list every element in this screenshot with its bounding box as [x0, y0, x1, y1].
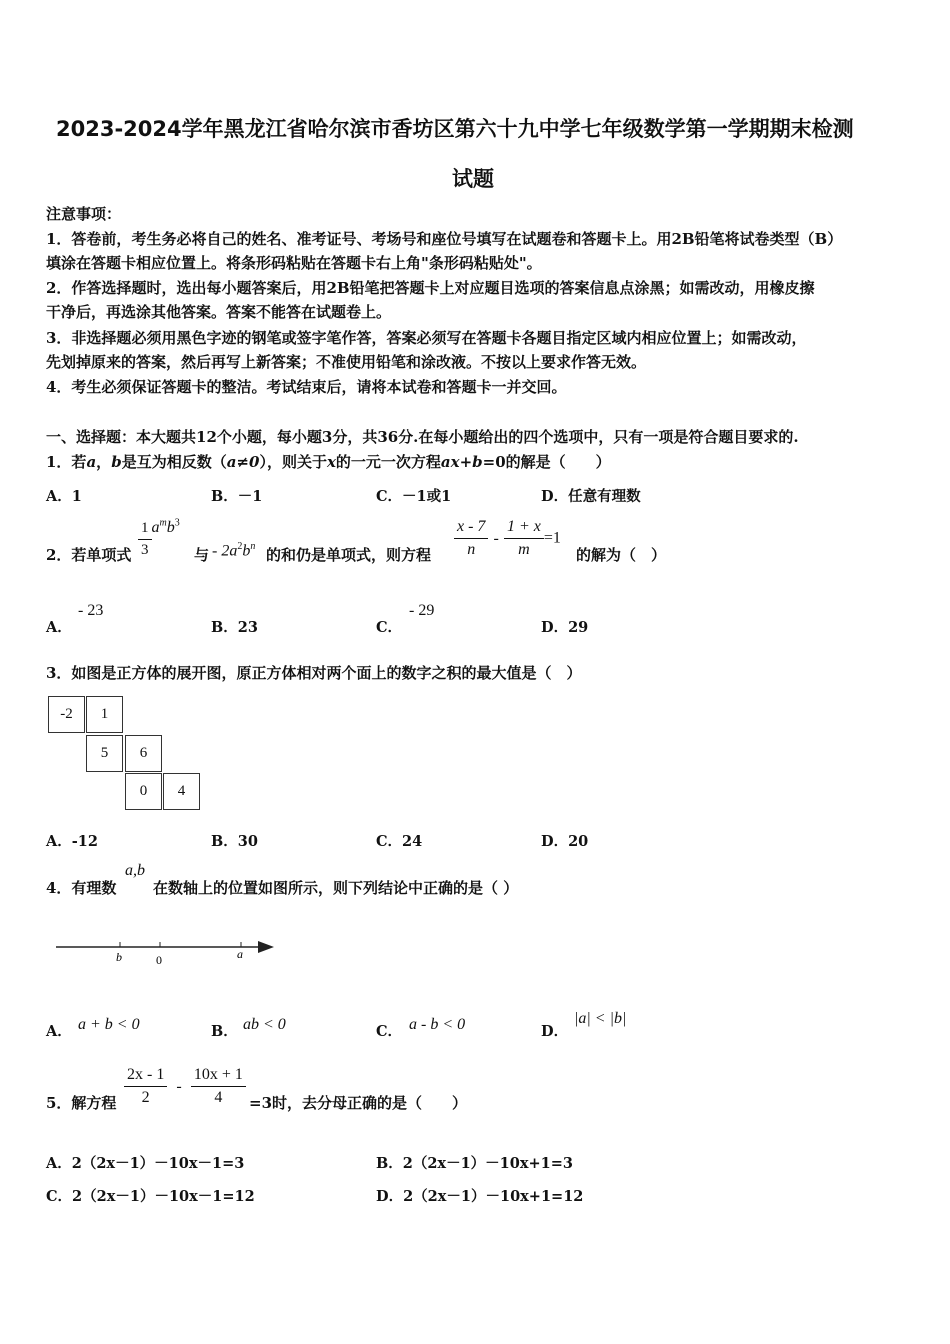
q2-equals-one: =1 [543, 529, 561, 547]
q2-option-a[interactable] [46, 616, 72, 637]
q5-frac2-den: 4 [214, 1089, 223, 1106]
q2-monomial-1 [138, 518, 180, 559]
cube-face: 1 [86, 696, 123, 733]
q5-frac1-den: 2 [141, 1089, 150, 1106]
q2-option-a-label: A． [46, 619, 72, 636]
cube-face: 6 [125, 735, 162, 772]
notice-line: 干净后，再选涂其他答案。答案不能答在试题卷上。 [46, 303, 392, 321]
q1-option-b[interactable]: B．－1 [211, 488, 263, 505]
notice-heading: 注意事项： [46, 205, 122, 223]
q4-option-b-value: ab < 0 [243, 1016, 286, 1033]
q2-option-d[interactable]: D．29 [541, 619, 589, 636]
q1-option-d[interactable]: D．任意有理数 [541, 488, 641, 505]
q5-equation [124, 1066, 246, 1107]
q2-text: 的和仍是单项式，则方程 [266, 546, 432, 564]
q4-option-b[interactable] [211, 1020, 238, 1041]
q2-frac2-den: m [518, 541, 530, 558]
q1-option-c[interactable]: C．－1或1 [376, 488, 452, 505]
q2-mono1-den: 3 [141, 542, 149, 559]
q4-vars: a,b [125, 862, 145, 879]
q1-var-a: a [86, 453, 97, 471]
q4-option-c[interactable] [376, 1020, 402, 1041]
q5-text: 5．解方程 [46, 1094, 117, 1112]
q4-option-a-label: A． [46, 1023, 72, 1040]
q2-option-c[interactable] [376, 616, 402, 637]
q4-option-d-value: |a| < |b| [574, 1010, 627, 1027]
q2-mono1-var2: b [166, 519, 175, 537]
notice-line: 填涂在答题卡相应位置上。将条形码粘贴在答题卡右上角"条形码粘贴处"。 [46, 254, 542, 272]
q2-mono1-exp: m [159, 518, 167, 529]
q5-option-d[interactable]: D．2（2x－1）－10x+1=12 [376, 1188, 584, 1205]
q1-text: ），则关于 [259, 453, 327, 471]
q4-text: 4．有理数 [46, 879, 117, 897]
q5-text: =3时，去分母正确的是（ ） [249, 1094, 468, 1112]
q2-mono1-num: 1 [138, 520, 152, 540]
q4-option-a-value: a + b < 0 [78, 1016, 140, 1033]
q4-option-c-value: a - b < 0 [409, 1016, 466, 1033]
notice-line: 1．答卷前，考生务必将自己的姓名、准考证号、考场号和座位号填写在试题卷和答题卡上。用2B铅笔将试卷类型（B） [46, 230, 843, 248]
q3-option-c[interactable]: C．24 [376, 833, 423, 850]
q2-mono1-var: a [151, 519, 160, 537]
q5-option-b[interactable]: B．2（2x－1）－10x+1=3 [376, 1155, 573, 1172]
q2-option-a-value: - 23 [78, 602, 104, 619]
q3-option-a[interactable]: A．-12 [46, 833, 98, 850]
q4-text: 在数轴上的位置如图所示，则下列结论中正确的是（ ） [153, 879, 519, 897]
arrow-right-icon [258, 941, 274, 953]
q4-option-a[interactable] [46, 1020, 72, 1041]
q2-monomial-2 [212, 541, 255, 560]
q2-frac1-den: n [467, 541, 476, 558]
question-3-stem: 3．如图是正方体的展开图，原正方体相对两个面上的数字之积的最大值是（ ） [46, 664, 582, 682]
cube-face: -2 [48, 696, 85, 733]
axis-label-b: b [116, 950, 122, 964]
notice-line: 2．作答选择题时，选出每小题答案后，用2B铅笔把答题卡上对应题目选项的答案信息点涂黑；如需改动，用橡皮擦 [46, 279, 815, 297]
q2-mono2-exp: 2 [237, 541, 243, 552]
q2-option-c-value: - 29 [409, 602, 435, 619]
section-heading: 一、选择题：本大题共12个小题，每小题3分，共36分.在每小题给出的四个选项中，只有一项是符合题目要求的. [46, 428, 799, 446]
notice-line: 先划掉原来的答案，然后再写上新答案；不准使用铅笔和涂改液。不按以上要求作答无效。 [46, 353, 647, 371]
q1-text: 是互为相反数（ [121, 453, 227, 471]
q2-equation [454, 518, 561, 559]
notice-line: 4．考生必须保证答题卡的整洁。考试结束后，请将本试卷和答题卡一并交回。 [46, 378, 567, 396]
axis-label-zero: 0 [156, 953, 162, 967]
q5-option-c[interactable]: C．2（2x－1）－10x－1=12 [46, 1188, 255, 1205]
cube-face: 4 [163, 773, 200, 810]
q2-mono2-exp2: n [250, 541, 256, 552]
q5-frac1-num: 2x - 1 [124, 1066, 167, 1087]
q4-option-c-label: C． [376, 1023, 403, 1040]
q1-text: =0的解是（ ） [482, 453, 611, 471]
q2-frac1-num: x - 7 [454, 518, 488, 539]
q1-var-b: b [111, 453, 122, 471]
q1-text: ， [96, 453, 112, 471]
q4-option-b-label: B． [211, 1023, 238, 1040]
number-line-figure [54, 936, 279, 970]
q3-option-b[interactable]: B．30 [211, 833, 258, 850]
q1-var-x: x [326, 453, 336, 471]
q1-text: 的一元一次方程 [335, 453, 441, 471]
q2-mono1-exp2: 3 [174, 518, 180, 529]
q2-minus: - [493, 530, 499, 547]
cube-face: 5 [86, 735, 123, 772]
page-title-line2: 试题 [452, 167, 494, 191]
q2-option-c-label: C． [376, 619, 403, 636]
q3-option-d[interactable]: D．20 [541, 833, 589, 850]
q5-option-a[interactable]: A．2（2x－1）－10x－1=3 [46, 1155, 245, 1172]
q2-frac2-num: 1 + x [504, 518, 544, 539]
q2-mono2-var2: b [242, 542, 251, 560]
q2-text: 的解为（ ） [576, 546, 667, 564]
axis-label-a: a [237, 947, 243, 961]
q1-condition: a≠0 [226, 453, 260, 471]
q1-equation: ax+b [440, 453, 483, 471]
cube-face: 0 [125, 773, 162, 810]
q5-minus: - [176, 1078, 182, 1095]
question-1-stem [46, 451, 611, 472]
notice-line: 3．非选择题必须用黑色字迹的钢笔或签字笔作答，答案必须写在答题卡各题目指定区域内相应位置上；如需改动， [46, 329, 807, 347]
q2-option-b[interactable]: B．23 [211, 619, 258, 636]
q1-text: 1．若 [46, 453, 87, 471]
q5-frac2-num: 10x + 1 [191, 1066, 246, 1087]
q2-text: 2．若单项式 [46, 546, 132, 564]
q2-text: 与 [194, 546, 210, 564]
q4-option-d[interactable] [541, 1020, 568, 1041]
page-title: 2023-2024学年黑龙江省哈尔滨市香坊区第六十九中学七年级数学第一学期期末检测 [56, 117, 854, 141]
q1-option-a[interactable]: A．1 [46, 488, 82, 505]
q4-option-d-label: D． [541, 1023, 569, 1040]
q2-mono2-base: - 2a [212, 542, 238, 560]
